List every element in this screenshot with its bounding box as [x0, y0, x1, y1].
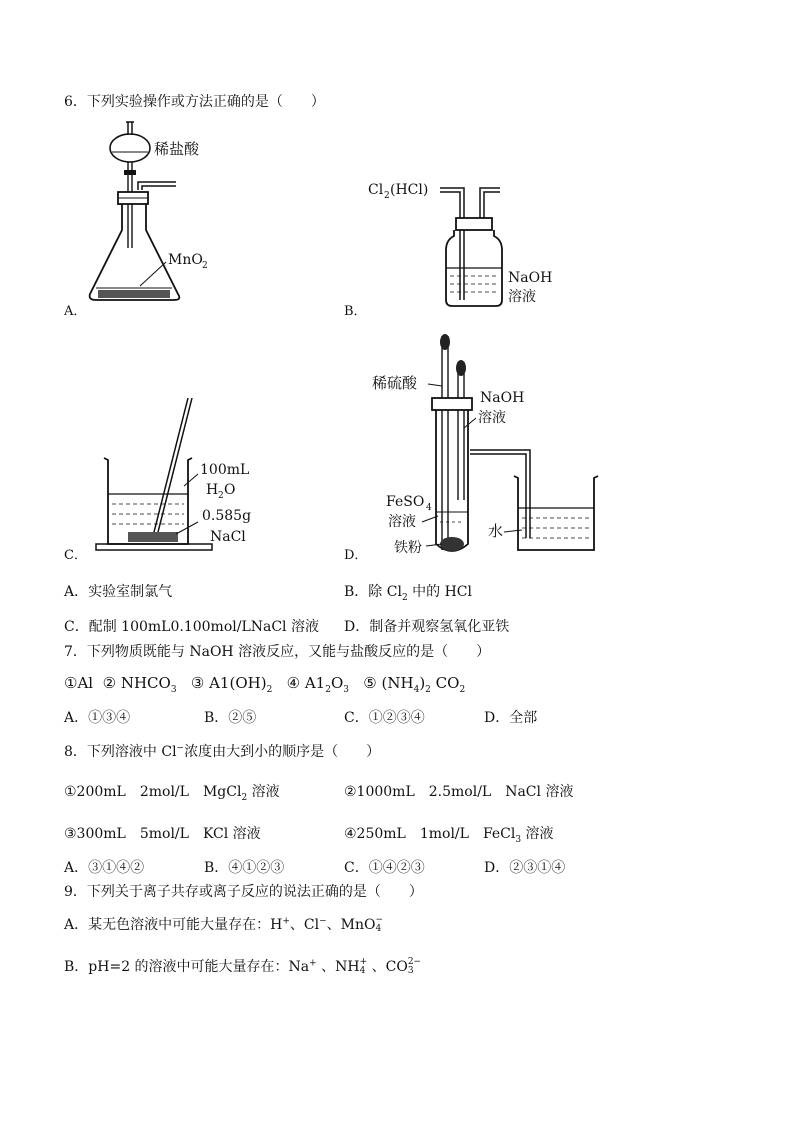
figure-d-apparatus [370, 332, 620, 560]
q8-solution-1: ①200mL 2mol/L MgCl$_2$ 溶液 [64, 784, 280, 803]
svg-text:稀盐酸: 稀盐酸 [154, 140, 200, 158]
q7-option-a: A．①③④ [64, 710, 131, 726]
svg-text:(HCl): (HCl) [390, 182, 429, 198]
svg-text:NaCl: NaCl [210, 529, 246, 545]
svg-text:H: H [206, 482, 219, 498]
q9-stem: 9．下列关于离子共存或离子反应的说法正确的是（ ） [64, 884, 423, 900]
q6-option-c: C．配制 100mL0.100mol/LNaCl 溶液 [64, 619, 319, 635]
q6-stem: 6．下列实验操作或方法正确的是（ ） [64, 94, 325, 110]
q7-items: ①Al ② $NHCO_3$ ③ $A1(OH)_2$ ④ $A1_2O_3$ ⑤ $(NH_4)_2$ $CO_2$ [64, 674, 466, 695]
svg-text:溶液: 溶液 [478, 410, 506, 426]
q8-option-d: D．②③①④ [484, 860, 566, 876]
svg-text:2: 2 [202, 261, 208, 271]
q8-option-c: C．①④②③ [344, 860, 425, 876]
q9-option-a: A．某无色溶液中可能大量存在：H+、Cl−、MnO − 4 [64, 915, 384, 934]
funnel-bulb [110, 134, 150, 162]
figure-c-apparatus [94, 394, 274, 556]
svg-text:4: 4 [426, 503, 432, 513]
q6-option-b: B．除 $Cl_2$ 中的 HCl [344, 584, 472, 603]
svg-text:100mL: 100mL [200, 462, 250, 478]
q8-stem: 8．下列溶液中 Cl−浓度由大到小的顺序是（ ） [64, 743, 381, 760]
figure-c-letter: C． [64, 548, 87, 563]
svg-text:铁粉: 铁粉 [394, 540, 422, 556]
figure-d-letter: D． [344, 548, 368, 563]
svg-text:NaOH: NaOH [480, 390, 525, 406]
q8-solution-3: ③300mL 5mol/L KCl 溶液 [64, 826, 261, 842]
q7-option-b: B．②⑤ [204, 710, 257, 726]
q9-option-b: B．pH=2 的溶液中可能大量存在：Na+ 、NH + 4 、CO 2− 3 [64, 957, 422, 976]
q6-option-a: A．实验室制氯气 [64, 584, 173, 600]
q7-stem: 7．下列物质既能与 NaOH 溶液反应，又能与盐酸反应的是（ ） [64, 644, 491, 660]
q8-option-b: B．④①②③ [204, 860, 285, 876]
svg-text:溶液: 溶液 [508, 289, 536, 305]
figure-b-apparatus [366, 176, 566, 308]
svg-text:水: 水 [488, 522, 504, 540]
svg-text:FeSO: FeSO [386, 494, 425, 510]
svg-text:Cl: Cl [368, 182, 384, 198]
figure-a-apparatus [84, 118, 244, 310]
figure-a-letter: A． [64, 304, 87, 319]
svg-text:O: O [224, 482, 236, 498]
q7-option-d: D．全部 [484, 710, 538, 726]
q7-option-c: C．①②③④ [344, 710, 425, 726]
svg-text:0.585g: 0.585g [202, 508, 252, 524]
svg-text:2: 2 [384, 191, 390, 201]
q8-option-a: A．③①④② [64, 860, 145, 876]
q8-solution-4: ④250mL 1mol/L FeCl$_3$ 溶液 [344, 826, 554, 845]
figure-b-letter: B． [344, 304, 367, 319]
q6-option-d: D．制备并观察氢氧化亚铁 [344, 619, 510, 635]
svg-text:2: 2 [218, 491, 224, 501]
q8-solution-2: ②1000mL 2.5mol/L NaCl 溶液 [344, 784, 574, 800]
svg-text:稀硫酸: 稀硫酸 [372, 374, 418, 392]
svg-text:NaOH: NaOH [508, 270, 553, 286]
svg-text:溶液: 溶液 [388, 514, 416, 530]
svg-text:MnO: MnO [168, 252, 203, 268]
